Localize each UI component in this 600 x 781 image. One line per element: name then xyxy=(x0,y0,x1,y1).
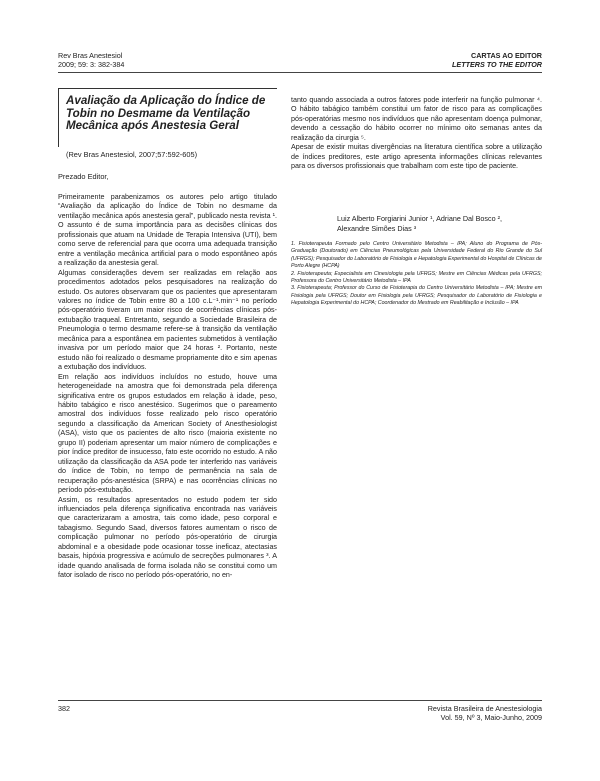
citation: (Rev Bras Anestesiol, 2007;57:592-605) xyxy=(66,150,198,159)
affiliation-note: 1. Fisioterapeuta Formado pelo Centro Universitário Metodista – IPA; Aluno do Programa de Pós-Graduação (Doutorado) em Ciências Pneumológicas pela Universidade Federal do Rio Grande do Sul (UFRGS); Pesquisador do Laboratório de Fisiologia e Hepatologia Experimental do Hospital de Clínicas de Porto Alegre (HCPA) xyxy=(291,241,542,270)
paragraph: tanto quando associada a outros fatores pode interferir na função pulmonar ⁴. O hábito tabágico também constitui um fator de risco para as complicações pós-operatórias mesmo nos indivíduos que não apresentam doença pulmonar, devendo a cessação do hábito ocorrer no mínimo oito semanas antes da realização da cirurgia ⁵. xyxy=(291,96,542,142)
running-header-right xyxy=(452,51,542,69)
journal-abbrev: Rev Bras Anestesiol xyxy=(58,51,123,60)
paragraph: Algumas considerações devem ser realizadas em relação aos procedimentos adotados pelos pesquisadores na realização do estudo. Os autores observaram que os pacientes que apresentaram valores no índice de Tobin entre 80 a 100 c.L⁻¹.min⁻¹ no período pós-operatório tiveram um maior risco de ocorrências clínicas pós-extubação traqueal. Entretanto, segundo a Sociedade Brasileira de Pneumologia o termo desmame refere-se à transição da ventilação mecânica para a espontânea em pacientes submetidos à ventilação invasiva por um período maior que 24 horas ². Portanto, neste estudo não foi realizado o desmame propriamente dito e sim apenas a extubação dos indivíduos. xyxy=(58,268,277,372)
body-column-left xyxy=(58,193,277,581)
header-rule xyxy=(58,72,542,73)
section-pt: CARTAS AO EDITOR xyxy=(471,51,542,60)
section-en: LETTERS TO THE EDITOR xyxy=(452,60,542,69)
volume-info: 2009; 59: 3: 382-384 xyxy=(58,60,125,69)
affiliations xyxy=(291,241,542,308)
affiliation-note: 3. Fisioterapeuta; Professor do Curso de Fisioterapia do Centro Universitário Metodista – IPA; Mestre em Fisiologia pela UFRGS; Doutor em Fisiologia pela UFRGS; Pesquisador do Laboratório de Fisiologia e Hepatologia Experimental do HCPA; Coordenador do Mestrado em Reabilitação e Inclusão – IPA xyxy=(291,285,542,307)
running-header-left xyxy=(58,51,124,69)
paragraph: Apesar de existir muitas divergências na literatura científica sobre a utilização de índices preditores, este artigo apresenta informações clínicas relevantes para os diversos profissionais que trabalham com este tipo de paciente. xyxy=(291,143,542,171)
journal-name: Revista Brasileira de Anestesiologia xyxy=(427,704,542,713)
affiliation-note: 2. Fisioterapeuta; Especialista em Cinesiologia pela UFRGS; Mestre em Ciências Médicas pela UFRGS; Professora do Centro Universitário Metodista – IPA xyxy=(291,270,542,285)
article-title: Avaliação da Aplicação do Índice de Tobin no Desmame da Ventilação Mecânica após Anestesia Geral xyxy=(66,94,266,133)
body-column-right xyxy=(291,96,542,172)
author-list xyxy=(337,214,502,233)
paragraph: Primeiramente parabenizamos os autores pelo artigo titulado “Avaliação da aplicação do Índice de Tobin no desmame da ventilação mecânica após anestesia geral”, publicado nesta revista ¹. O assunto é de suma importância para as decisões clínicas dos profissionais que atuam na Unidade de Terapia Intensiva (UTI), bem como serve de referencial para que ocorra uma adequada transição entre a ventilação mecânica artificial para o modo espontâneo após a realização da anestesia geral. xyxy=(58,193,277,268)
authors-line-1: Luiz Alberto Forgiarini Junior ¹, Adriane Dal Bosco ², xyxy=(337,214,502,223)
page-number: 382 xyxy=(58,704,70,713)
paragraph: Assim, os resultados apresentados no estudo podem ter sido influenciados pela diferença significativa encontrada nas variáveis que caracterizaram a amostra, tais como idade, peso corporal e tabagismo. Segundo Saad, diversos fatores aumentam o risco de complicação pulmonar no período pós-operatório de cirurgia abdominal e a obesidade pode ocasionar tosse ineficaz, atectasias basais, hipóxia progressiva e acúmulo de secreções pulmonares ³. A idade quando analisada de forma isolada não se constitui como um fator isolado de risco no período pós-operatório, no en- xyxy=(58,495,277,580)
running-footer xyxy=(428,704,542,722)
authors-line-2: Alexandre Simões Dias ³ xyxy=(337,223,417,233)
footer-rule xyxy=(58,700,542,701)
paragraph: Em relação aos indivíduos incluídos no estudo, houve uma heterogeneidade na amostra que foi demonstrada pela diferença significativa entre os grupos estudados em relação à idade, peso, hábito tabágico e risco anestésico. Sugerimos que o pareamento amostral dos indivíduos fosse realizado pelo risco operatório segundo a classificação da American Society of Anesthesiologist (ASA), visto que os pacientes de alto risco (maioria existente no grupo II) poderiam apresentar um maior número de complicações e pior índice preditor de insucesso, fato este ocorrido no estudo. A não utilização da classificação da ASA pode ter interferido nas variáveis do índice de Tobin, no tempo de permanência na sala de recuperação pós-anestésica (SRPA) e nas ocorrências clínicas no período pós-extubação. xyxy=(58,372,277,495)
issue-info: Vol. 59, Nº 3, Maio-Junho, 2009 xyxy=(440,713,542,722)
greeting: Prezado Editor, xyxy=(58,172,109,181)
